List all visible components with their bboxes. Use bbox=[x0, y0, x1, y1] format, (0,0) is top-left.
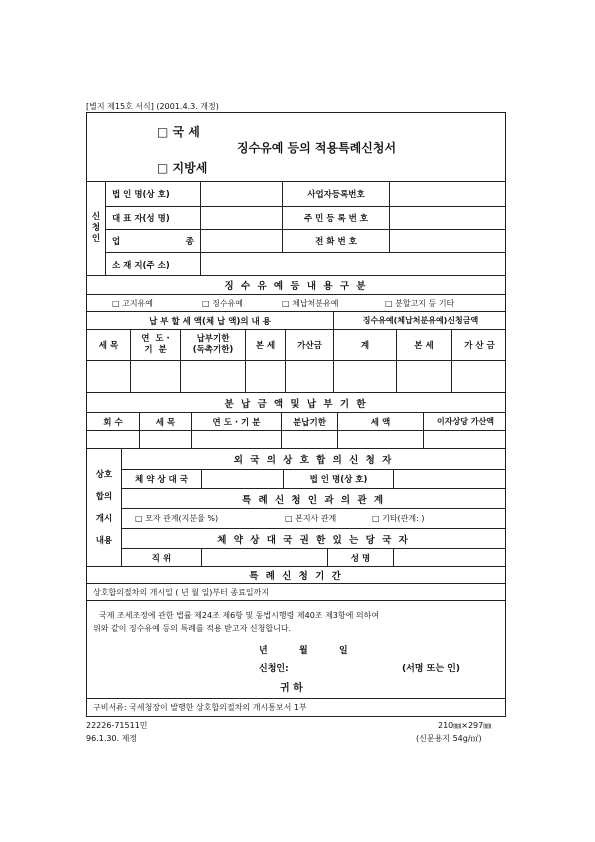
due-date-field[interactable] bbox=[180, 361, 245, 392]
phone-field[interactable] bbox=[389, 230, 507, 252]
col-inst-amount: 세 액 bbox=[337, 413, 423, 430]
biz-no-label: 사업자등록번호 bbox=[282, 182, 389, 206]
tax-table-left-heading: 납 부 할 세 액(체 납 액)의 내 용 bbox=[149, 316, 271, 327]
applicant-signature-label: 신청인: bbox=[259, 664, 289, 674]
col-inst-year: 연 도 · 기 분 bbox=[191, 413, 281, 430]
inst-interest-field[interactable] bbox=[423, 431, 507, 448]
authority-heading-row bbox=[121, 528, 505, 548]
side-char: 청 bbox=[91, 223, 101, 233]
address-label: 소 재 지(주 소) bbox=[105, 253, 200, 276]
applicant-block bbox=[87, 181, 505, 275]
applicant-row-name bbox=[105, 182, 505, 206]
treaty-country-field[interactable] bbox=[201, 470, 283, 488]
inst-tax-item-field[interactable] bbox=[139, 431, 191, 448]
foreign-applicant-heading: 외 국 의 상 호 합 의 신 청 자 bbox=[121, 449, 505, 469]
authority-row bbox=[121, 548, 505, 567]
address-field[interactable] bbox=[200, 253, 507, 276]
applicant-row-address bbox=[105, 252, 505, 276]
inst-due-field[interactable] bbox=[281, 431, 337, 448]
business-type-field[interactable] bbox=[200, 230, 282, 252]
mutual-side-label bbox=[87, 449, 121, 566]
tax-table-data-row bbox=[87, 360, 505, 392]
period-heading: 특 례 신 청 기 간 bbox=[249, 571, 343, 582]
col-req-principal: 본 세 bbox=[396, 330, 451, 360]
person-name-field[interactable] bbox=[393, 549, 507, 567]
col-surcharge: 가산금 bbox=[285, 330, 333, 360]
treaty-country-label: 체 약 상 대 국 bbox=[121, 470, 201, 488]
resident-no-label: 주 민 등 록 번 호 bbox=[282, 207, 389, 229]
applicant-row-business bbox=[105, 229, 505, 252]
foreign-corp-name-label: 법 인 명(상 호) bbox=[283, 470, 393, 488]
mutual-side-text: 개시 bbox=[95, 513, 113, 524]
installment-heading-row bbox=[87, 392, 505, 412]
position-label: 직 위 bbox=[121, 549, 201, 567]
count-field[interactable] bbox=[87, 431, 139, 448]
relation-parent-sub[interactable]: □ 모자 관계(지분율 %) bbox=[135, 514, 219, 523]
option-arrears-deferral[interactable]: □ 체납처분유예 bbox=[282, 298, 339, 308]
phone-label: 전 화 번 호 bbox=[282, 230, 389, 252]
local-tax-checkbox[interactable]: □ 지방세 bbox=[157, 161, 208, 175]
relation-heading-row bbox=[121, 488, 505, 508]
col-req-surcharge: 가 산 금 bbox=[451, 330, 507, 360]
surcharge-field[interactable] bbox=[285, 361, 333, 392]
corp-name-field[interactable] bbox=[200, 182, 282, 206]
content-options-row bbox=[87, 294, 505, 311]
form-enacted-date: 96.1.30. 제정 bbox=[86, 734, 138, 743]
foreign-applicant-heading-row bbox=[121, 449, 505, 469]
content-section-heading-row bbox=[87, 275, 505, 294]
col-total: 계 bbox=[333, 330, 396, 360]
national-tax-checkbox[interactable]: □ 국 세 bbox=[157, 125, 200, 139]
tax-table-column-row bbox=[87, 329, 505, 360]
inst-year-field[interactable] bbox=[191, 431, 281, 448]
application-form bbox=[86, 112, 506, 717]
col-year-period: 연 도 · 기 분 bbox=[130, 330, 180, 360]
total-field[interactable] bbox=[333, 361, 396, 392]
position-field[interactable] bbox=[201, 549, 327, 567]
col-due-date: 납부기한 (독촉기한) bbox=[180, 330, 245, 360]
inst-amount-field[interactable] bbox=[337, 431, 423, 448]
corp-name-label: 법 인 명(상 호) bbox=[105, 182, 200, 206]
col-inst-interest: 이자상당 가산액 bbox=[423, 413, 507, 430]
content-section-heading: 징 수 유 예 등 내 용 구 분 bbox=[224, 281, 368, 292]
col-principal: 본 세 bbox=[245, 330, 285, 360]
authority-heading: 체 약 상 대 국 권 한 있 는 당 국 자 bbox=[121, 529, 505, 548]
sign-or-seal[interactable]: (서명 또는 인) bbox=[402, 664, 460, 674]
declaration-line-1: 국제 조세조정에 관한 법률 제24조 제6항 및 동법시행령 제40조 제3항에 의하여 bbox=[99, 611, 380, 620]
application-date[interactable]: 년 월 일 bbox=[259, 646, 348, 656]
rep-field[interactable] bbox=[200, 207, 282, 229]
title-block bbox=[87, 113, 505, 181]
paper-type: (신문용지 54g/㎡) bbox=[416, 734, 482, 743]
mutual-side-text: 상호 bbox=[95, 469, 113, 480]
year-period-field[interactable] bbox=[130, 361, 180, 392]
tax-item-field[interactable] bbox=[87, 361, 130, 392]
business-type-label bbox=[105, 230, 200, 252]
req-surcharge-field[interactable] bbox=[451, 361, 507, 392]
paper-size: 210㎜×297㎜ bbox=[438, 721, 492, 730]
col-tax-item: 세 목 bbox=[98, 341, 119, 351]
col-inst-due: 분납기한 bbox=[281, 413, 337, 430]
period-text: 상호합의절차의 개시일 ( 년 월 일)부터 종료일까지 bbox=[93, 587, 270, 597]
biz-no-field[interactable] bbox=[389, 182, 507, 206]
mutual-side-text: 내용 bbox=[95, 535, 113, 546]
declaration-block bbox=[87, 600, 505, 698]
resident-no-field[interactable] bbox=[389, 207, 507, 229]
installment-column-row bbox=[87, 412, 505, 430]
rep-label: 대 표 자(성 명) bbox=[105, 207, 200, 229]
foreign-corp-name-field[interactable] bbox=[393, 470, 507, 488]
treaty-row bbox=[121, 469, 505, 488]
installment-data-row bbox=[87, 430, 505, 448]
principal-field[interactable] bbox=[245, 361, 285, 392]
form-title: 징수유예 등의 적용특례신청서 bbox=[237, 141, 397, 155]
side-char: 인 bbox=[91, 234, 101, 244]
person-name-label: 성 명 bbox=[327, 549, 393, 567]
col-inst-tax-item: 세 목 bbox=[139, 413, 191, 430]
addressee: 귀 하 bbox=[280, 683, 303, 694]
period-text-row bbox=[87, 583, 505, 600]
period-heading-row bbox=[87, 566, 505, 583]
applicant-side-label bbox=[87, 182, 105, 275]
tax-table-right-heading: 징수유예(체납처분유예)신청금액 bbox=[333, 312, 507, 329]
attachments-row bbox=[87, 698, 505, 716]
option-notice-deferral[interactable]: □ 고지유예 bbox=[112, 298, 154, 308]
option-installment-other[interactable]: □ 분할고지 등 기타 bbox=[385, 298, 455, 308]
relation-other[interactable]: □ 기타(관계: ) bbox=[372, 514, 425, 523]
req-principal-field[interactable] bbox=[396, 361, 451, 392]
installment-heading: 분 납 금 액 및 납 부 기 한 bbox=[224, 398, 368, 410]
mutual-agreement-block bbox=[87, 448, 505, 566]
option-collection-deferral[interactable]: □ 징수유예 bbox=[202, 298, 244, 308]
declaration-line-2: 위와 같이 징수유예 등의 특례를 적용 받고자 신청합니다. bbox=[93, 624, 292, 633]
side-char: 신 bbox=[91, 212, 101, 222]
relation-heading: 특 례 신 청 인 과 의 관 계 bbox=[121, 489, 505, 508]
mutual-side-text: 합의 bbox=[95, 491, 113, 502]
business-char: 종 bbox=[185, 237, 194, 247]
form-header-note: [별지 제15호 서식] (2001.4.3. 개정) bbox=[86, 102, 219, 111]
tax-table-heading-row bbox=[87, 311, 505, 329]
relation-options-row bbox=[121, 508, 505, 528]
business-char: 업 bbox=[112, 237, 121, 247]
col-count: 회 수 bbox=[103, 417, 123, 428]
applicant-row-rep bbox=[105, 206, 505, 229]
form-code: 22226-71511민 bbox=[86, 721, 148, 730]
relation-head-branch[interactable]: □ 본지사 관계 bbox=[285, 514, 337, 523]
attachments-text: 구비서류: 국세청장이 발행한 상호합의절차의 개시통보서 1부 bbox=[93, 703, 307, 712]
